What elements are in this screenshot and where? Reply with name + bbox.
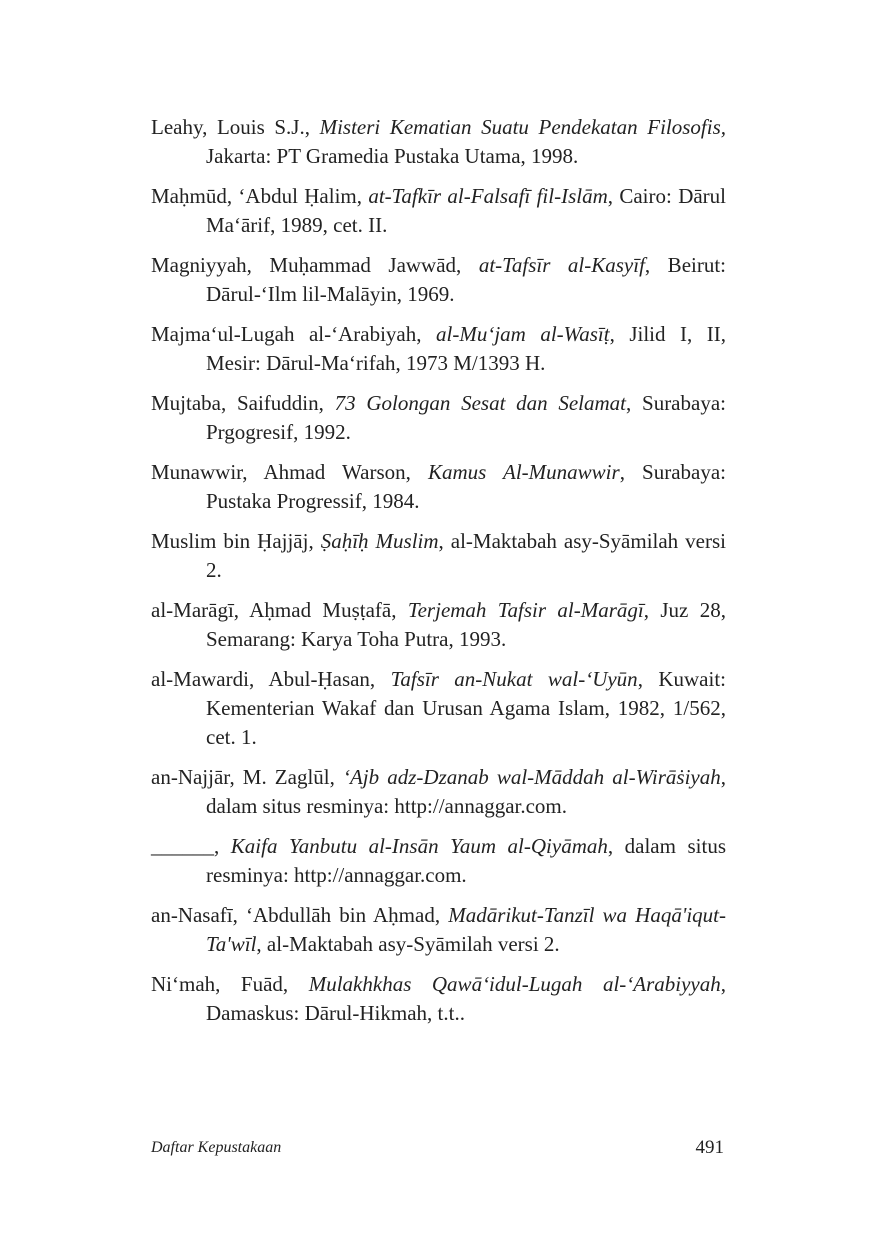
entry-title: al-Mu‘jam al-Wasīṭ <box>436 322 610 346</box>
bibliography-entry <box>151 901 726 959</box>
entry-publication: , dalam situs resminya: http://annaggar.com. <box>206 765 727 818</box>
entry-title: Ṣaḥīḥ Muslim <box>320 529 439 553</box>
entry-title: Kamus Al-Munawwir <box>427 460 620 484</box>
entry-title: Kaifa Yanbutu al-Insān Yaum al-Qiyāmah <box>230 834 608 858</box>
entry-title: at-Tafsīr al-Kasyīf <box>478 253 645 277</box>
bibliography-entry <box>151 389 726 447</box>
entry-author: Mujtaba, Saifuddin, <box>151 391 335 415</box>
bibliography-entry <box>151 113 726 171</box>
bibliography-entry <box>151 458 726 516</box>
footer-section-title: Daftar Kepustakaan <box>151 1139 282 1156</box>
entry-author: Leahy, Louis S.J., <box>151 115 320 139</box>
bibliography-entry <box>151 320 726 378</box>
bibliography-entry <box>151 832 726 890</box>
entry-publication: , al-Maktabah asy-Syāmilah versi 2. <box>256 932 560 956</box>
bibliography-entry <box>151 665 726 752</box>
entry-title: Misteri Kematian Suatu Pendekatan Filosofis, <box>319 115 726 139</box>
page-number: 491 <box>695 1137 724 1158</box>
page-footer <box>151 1137 726 1161</box>
bibliography-entry <box>151 970 726 1028</box>
entry-author: an-Nasafī, ‘Abdullāh bin Aḥmad, <box>151 903 449 927</box>
bibliography-entry <box>151 527 726 585</box>
entry-title: Mulakhkhas Qawā‘idul-Lugah al-‘Arabiyyah <box>308 972 721 996</box>
entry-publication: , dalam situs resminya: http://annaggar.com. <box>206 834 726 887</box>
entry-author: Muslim bin Ḥajjāj, <box>151 529 321 553</box>
entry-publication: , Cairo: Dārul Ma‘ārif, 1989, cet. II. <box>206 184 727 237</box>
bibliography-entry <box>151 596 726 654</box>
entry-author: al-Marāgī, Aḥmad Muṣṭafā, <box>151 598 408 622</box>
entry-title: Terjemah Tafsir al-Marāgī <box>407 598 644 622</box>
entry-author: Magniyyah, Muḥammad Jawwād, <box>151 253 479 277</box>
bibliography-entry <box>151 182 726 240</box>
entry-title: 73 Golongan Sesat dan Selamat <box>334 391 627 415</box>
bibliography-entry <box>151 763 726 821</box>
entry-publication: , Surabaya: Prgogresif, 1992. <box>206 391 726 444</box>
entry-title: Madārikut-Tanzīl wa Haqā'iqut-Ta'wīl <box>206 903 726 956</box>
entry-publication: , al-Maktabah asy-Syāmilah versi 2. <box>206 529 726 582</box>
entry-author: Maḥmūd, ‘Abdul Ḥalim, <box>151 184 369 208</box>
entry-publication: , Jilid I, II, Mesir: Dārul-Ma‘rifah, 1973 M/1393 H. <box>206 322 726 375</box>
entry-author: Ni‘mah, Fuād, <box>151 972 309 996</box>
entry-author: al-Mawardi, Abul-Ḥasan, <box>151 667 391 691</box>
entry-title: ‘Ajb adz-Dzanab wal-Māddah al-Wirāṡiyah <box>342 765 721 789</box>
entry-publication: , Kuwait: Kementerian Wakaf dan Urusan Agama Islam, 1982, 1/562, cet. 1. <box>206 667 727 749</box>
entry-publication: , Surabaya: Pustaka Progressif, 1984. <box>206 460 726 513</box>
entry-publication: , Damaskus: Dārul-Hikmah, t.t.. <box>206 972 726 1025</box>
bibliography-list <box>151 113 726 1039</box>
bibliography-entry <box>151 251 726 309</box>
entry-author: an-Najjār, M. Zaglūl, <box>151 765 343 789</box>
entry-title: Tafsīr an-Nukat wal-‘Uyūn <box>390 667 638 691</box>
entry-publication: , Juz 28, Semarang: Karya Toha Putra, 1993. <box>206 598 726 651</box>
entry-publication: Jakarta: PT Gramedia Pustaka Utama, 1998. <box>206 144 579 168</box>
entry-author: Majma‘ul-Lugah al-‘Arabiyah, <box>151 322 436 346</box>
entry-publication: , Beirut: Dārul-‘Ilm lil-Malāyin, 1969. <box>206 253 727 306</box>
entry-title: at-Tafkīr al-Falsafī fil-Islām <box>368 184 608 208</box>
entry-author: Munawwir, Ahmad Warson, <box>151 460 428 484</box>
entry-author: ______, <box>151 834 231 858</box>
